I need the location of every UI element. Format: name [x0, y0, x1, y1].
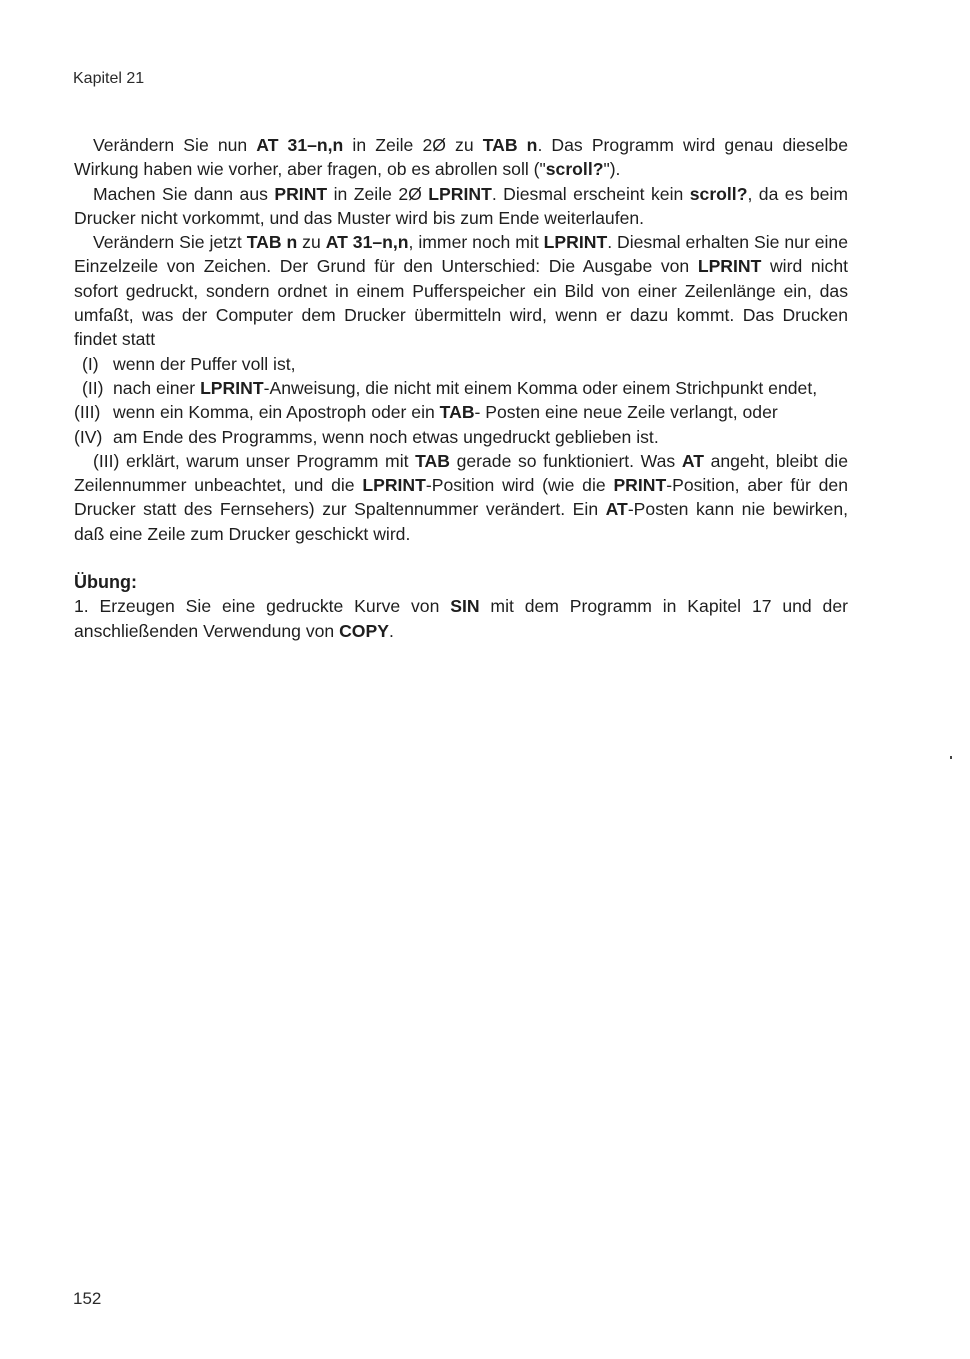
text-run: . Das Programm wird genau dieselbe Wirkung haben wie vorher, aber fragen, ob es abrollen soll (": [74, 135, 848, 180]
text-run: wird nicht sofort gedruckt, sondern ordnet in einem Pufferspeicher ein Bild von einer Zeilenlänge ein, das umfaßt, was der Computer dem Drucker übermitteln wird, wenn er dazu kommt. Das Drucken findet statt: [74, 256, 849, 350]
keyword: AT: [605, 499, 628, 520]
list-item-2: [74, 376, 848, 400]
text-run: -Position wird (wie die: [425, 475, 614, 496]
list-number: (II): [82, 377, 104, 398]
keyword: TAB: [439, 402, 475, 423]
text-run: in Zeile 2Ø: [327, 183, 429, 204]
keyword: scroll?: [545, 159, 604, 180]
text-run: wenn der Puffer voll ist,: [113, 353, 296, 374]
page-number: 152: [73, 1289, 102, 1308]
list-number: (IV): [74, 426, 103, 447]
keyword: LPRINT: [428, 183, 492, 204]
list-number: (III): [74, 402, 101, 423]
text-run: - Posten eine neue Zeile verlangt, oder: [474, 402, 778, 423]
paragraph-4: [74, 449, 848, 546]
keyword: LPRINT: [543, 232, 608, 253]
text-run: -Posten kann nie bewirken, daß eine Zeile zum Drucker geschickt wird.: [74, 499, 848, 544]
text-run: gerade so funktioniert. Was: [449, 450, 682, 471]
keyword: scroll?: [689, 183, 748, 204]
keyword: PRINT: [274, 183, 328, 204]
keyword: COPY: [339, 620, 389, 641]
keyword: TAB n: [482, 135, 538, 155]
text-run: . Diesmal erhalten Sie nur eine Einzelzeile von Zeichen. Der Grund für den Unterschied: Die Ausgabe von: [74, 232, 849, 277]
keyword: LPRINT: [200, 377, 264, 398]
keyword: PRINT: [613, 475, 667, 496]
text-run: .: [388, 620, 394, 641]
keyword: TAB: [415, 450, 450, 471]
keyword: AT 31–n,n: [325, 232, 409, 253]
keyword: SIN: [450, 596, 480, 617]
text-run: nach einer: [113, 377, 201, 398]
list-item-4: [74, 425, 848, 449]
text-run: in Zeile 2Ø zu: [343, 135, 483, 155]
text-run: (III) erklärt, warum unser Programm mit: [93, 450, 416, 471]
paragraph-3: [74, 230, 848, 351]
keyword: AT: [681, 450, 704, 471]
text-run: zu: [297, 232, 326, 253]
exercise-heading: Übung:: [74, 572, 137, 593]
keyword: AT 31–n,n: [256, 135, 344, 155]
text-run: . Diesmal erscheint kein: [491, 183, 690, 204]
text-run: 1. Erzeugen Sie eine gedruckte Kurve von: [74, 596, 451, 617]
text-run: wenn ein Komma, ein Apostroph oder ein: [113, 402, 440, 423]
paragraph-2: [74, 182, 848, 231]
body-text: [74, 133, 848, 643]
scan-speck: [950, 756, 952, 759]
text-run: -Anweisung, die nicht mit einem Komma oder einem Strichpunkt endet,: [263, 377, 818, 398]
text-run: Machen Sie dann aus: [93, 183, 275, 204]
list-number: (I): [82, 353, 99, 374]
text-run: am Ende des Programms, wenn noch etwas ungedruckt geblieben ist.: [113, 426, 659, 447]
text-run: angeht, bleibt die Zeilennummer unbeachtet, und die: [74, 450, 848, 496]
list-item-1: [74, 352, 848, 376]
text-run: Verändern Sie nun: [93, 135, 257, 155]
text-run: -Position, aber für den Drucker statt des Fernsehers) zur Spaltennummer verändert. Ein: [74, 475, 848, 520]
text-run: , da es beim Drucker nicht vorkommt, und das Muster wird bis zum Ende weiterlaufen.: [74, 183, 848, 228]
text-run: , immer noch mit: [408, 232, 544, 253]
list-item-3: [74, 400, 848, 424]
keyword: LPRINT: [362, 475, 426, 496]
chapter-header: Kapitel 21: [73, 70, 145, 87]
text-run: mit dem Programm in Kapitel 17 und der anschließenden Verwendung von: [74, 596, 848, 641]
text-run: Verändern Sie jetzt: [93, 232, 247, 253]
keyword: LPRINT: [697, 256, 762, 277]
text-run: ").: [603, 159, 621, 180]
exercise-item: [74, 594, 848, 643]
paragraph-1: [74, 133, 848, 182]
keyword: TAB n: [246, 232, 298, 253]
